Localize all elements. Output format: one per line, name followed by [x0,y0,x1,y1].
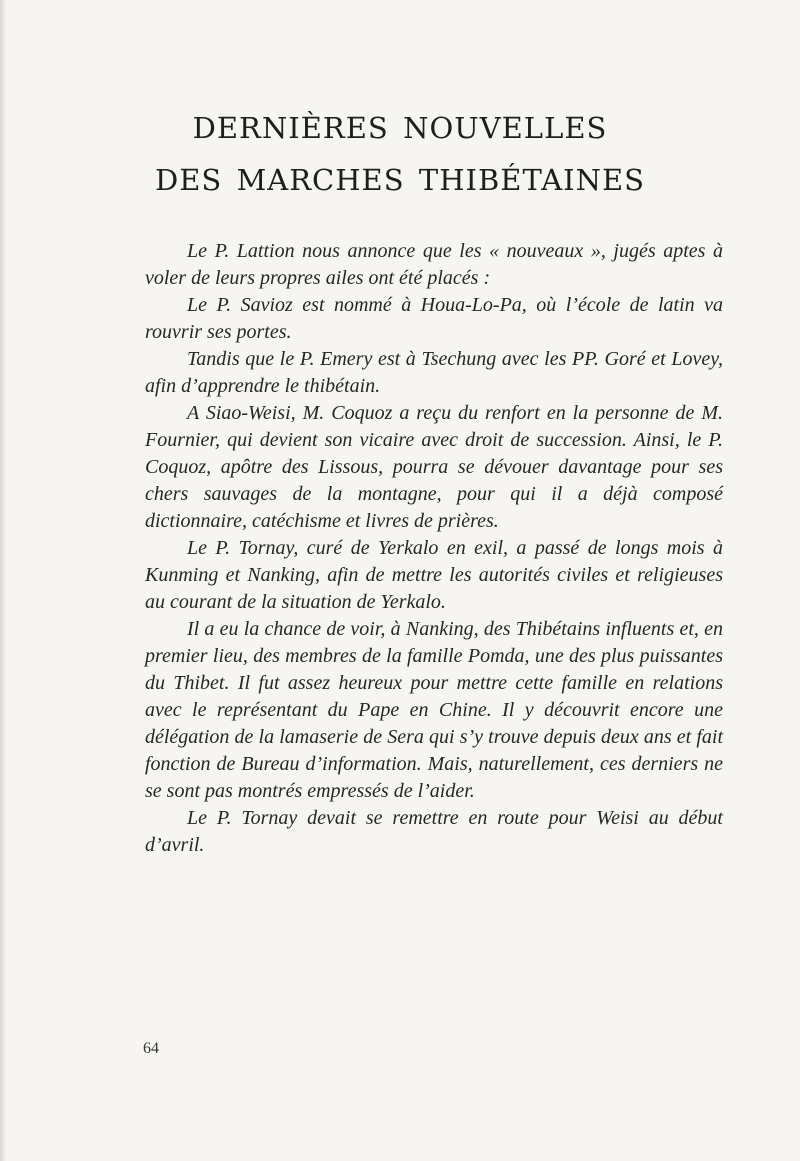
paragraph: A Siao-Weisi, M. Coquoz a reçu du renfort en la personne de M. Fournier, qui devient son vicaire avec droit de succession. Ainsi, le P. Coquoz, apôtre des Lissous, pourra se dévouer davantage pour ses chers sauvages de la montagne, pour qui il a déjà composé dictionnaire, catéchisme et livres de prières. [145,402,723,532]
paragraph: Tandis que le P. Emery est à Tsechung avec les PP. Goré et Lovey, afin d’apprendre le thibétain. [145,348,723,397]
paragraph: Le P. Tornay devait se remettre en route pour Weisi au début d’avril. [145,807,723,856]
page-number: 64 [143,1040,159,1057]
title-line-1: dernières nouvelles [192,99,608,148]
paragraph: Il a eu la chance de voir, à Nanking, des Thibétains influents et, en premier lieu, des membres de la famille Pomda, une des plus puissantes du Thibet. Il fut assez heureux pour mettre cette famille en relations avec le représentant du Pape en Chine. Il y découvrit encore une délégation de la lamaserie de Sera qui s’y trouve depuis deux ans et fait fonction de Bureau d’information. Mais, naturellement, ces derniers ne se sont pas montrés empressés de l’aider. [145,618,723,802]
paragraph: Le P. Tornay, curé de Yerkalo en exil, a passé de longs mois à Kunming et Nanking, afin de mettre les autorités civiles et religieuses au courant de la situation de Yerkalo. [145,537,723,613]
paragraph: Le P. Savioz est nommé à Houa-Lo-Pa, où l’école de latin va rouvrir ses portes. [145,294,723,343]
paragraph: Le P. Lattion nous annonce que les « nouveaux », jugés aptes à voler de leurs propres ailes ont été placés : [145,240,723,289]
page-title [0,98,800,202]
title-line-2: des marches thibétaines [154,151,646,200]
article-body [145,238,723,859]
